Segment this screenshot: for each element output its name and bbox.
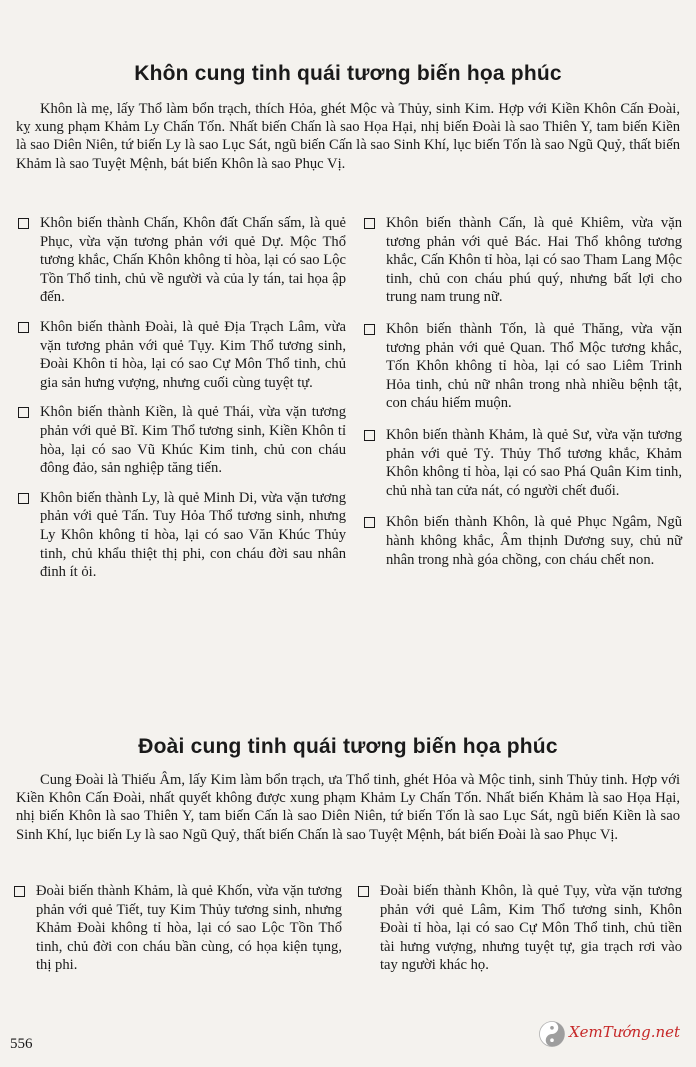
checkbox-bullet-icon [364, 324, 375, 335]
list-item: Khôn biến thành Ly, là quẻ Minh Di, vừa vặn tương phản với quẻ Tấn. Tuy Hỏa Thổ tương sinh, nhưng Ly Khôn không tỉ hòa, lại có sao Văn Khúc Thủy tinh, chủ khẩu thiệt thị phi, con cháu đời sau nhân đinh ít ỏi. [16, 489, 346, 582]
section-intro-khon: Khôn là mẹ, lấy Thổ làm bổn trạch, thích Hỏa, ghét Mộc và Thủy, sinh Kim. Hợp với Kiền Khôn Cấn Đoài, kỵ xung phạm Khảm Ly Chấn Tốn. Nhất biến Chấn là sao Họa Hại, nhị biến Đoài là sao Thiên Y, tam biến Kiền là sao Diên Niên, tứ biến Ly là sao Lục Sát, ngũ biến Cấn là sao Sinh Khí, lục biến Tốn là sao Ngũ Quỷ, thất biến Khảm là sao Tuyệt Mệnh, bát biến Khôn là sao Phục Vị. [16, 101, 680, 172]
page-number: 556 [10, 1036, 33, 1052]
checkbox-bullet-icon [364, 517, 375, 528]
checkbox-bullet-icon [364, 218, 375, 229]
list-item: Khôn biến thành Khôn, là quẻ Phục Ngâm, Ngũ hành không khắc, Âm thịnh Dương suy, chủ nữ nhân trong nhà góa chồng, con cháu chết non. [362, 513, 682, 569]
list-item: Khôn biến thành Đoài, là quẻ Địa Trạch Lâm, vừa vặn tương phản với quẻ Tụy. Kim Thổ tương sinh, Đoài Khôn tỉ hòa, lại có sao Cự Môn Thổ tinh, chủ gia sản hưng vượng, nhưng cuối cùng tuyệt tự. [16, 318, 346, 392]
checkbox-bullet-icon [18, 322, 29, 333]
section-title-khon: Khôn cung tinh quái tương biến họa phúc [134, 62, 562, 85]
yin-yang-icon [539, 1021, 565, 1047]
checkbox-bullet-icon [18, 493, 29, 504]
list-item: Đoài biến thành Khảm, là quẻ Khốn, vừa vặn tương phản với quẻ Tiết, tuy Kim Thủy tương sinh, nhưng Khảm Đoài không tỉ hòa, lại có sao Lộc Tồn Thổ tinh, chủ đời con cháu bần cùng, có họa kiện tụng, thị phi. [12, 882, 342, 975]
khon-right-column [362, 214, 682, 582]
khon-left-column [16, 214, 346, 593]
section-title-doai: Đoài cung tinh quái tương biến họa phúc [138, 735, 558, 758]
list-item: Khôn biến thành Chấn, Khôn đất Chấn sấm, là quẻ Phục, vừa vặn tương phản với quẻ Dự. Mộc Thổ tương khắc, Chấn Khôn không tỉ hòa, lại có sao Lộc Tồn Thổ tinh, chủ về người và của ly tán, tai họa ập đến. [16, 214, 346, 307]
list-item: Khôn biến thành Tốn, là quẻ Thăng, vừa vặn tương phản với quẻ Quan. Thổ Mộc tương khắc, Tốn Khôn không tỉ hòa, lại có sao Liêm Trinh Hỏa tinh, chủ nữ nhân trong nhà nhiều bệnh tật, con cháu hiếm muộn. [362, 320, 682, 413]
checkbox-bullet-icon [358, 886, 369, 897]
doai-left-column [12, 882, 342, 975]
list-item: Khôn biến thành Kiền, là quẻ Thái, vừa vặn tương phản với quẻ Bĩ. Kim Thổ tương sinh, Kiền Khôn tỉ hòa, lại có sao Vũ Khúc Kim tinh, chủ con cháu đông đảo, sản nghiệp tăng tiến. [16, 403, 346, 477]
brand-name: XemTướng.net [569, 1023, 681, 1041]
site-logo[interactable] [535, 1015, 690, 1055]
doai-right-column [356, 882, 682, 975]
checkbox-bullet-icon [14, 886, 25, 897]
section-intro-doai: Cung Đoài là Thiếu Âm, lấy Kim làm bổn trạch, ưa Thổ tinh, ghét Hỏa và Mộc tinh, sinh Thủy tinh. Hợp với Kiền Khôn Cấn Đoài, nhất quyết không được xung phạm Khảm Ly Chấn Tốn. Nhất biến Khảm là sao Họa Hại, nhị biến Khôn là sao Thiên Y, tam biến Cấn là sao Diên Niên, tứ biến Tốn là sao Lục Sát, ngũ biến Kiền là sao Sinh Khí, lục biến Ly là sao Ngũ Quỷ, thất biến Chấn là sao Tuyệt Mệnh, bát biến Đoài là sao Phục Vị. [16, 772, 680, 843]
checkbox-bullet-icon [18, 218, 29, 229]
checkbox-bullet-icon [18, 407, 29, 418]
list-item: Khôn biến thành Khảm, là quẻ Sư, vừa vặn tương phản với quẻ Tỷ. Thủy Thổ tương khắc, Khảm Khôn không tỉ hòa, lại có sao Phá Quân Kim tinh, chủ nhà tan cửa nát, có người chết đuối. [362, 426, 682, 500]
list-item: Khôn biến thành Cấn, là quẻ Khiêm, vừa vặn tương phản với quẻ Bác. Hai Thổ không tương khắc, Cấn Khôn tỉ hòa, lại có sao Tham Lang Mộc tinh, chủ con cháu phú quý, nhưng bất lợi cho trung nam trung nữ. [362, 214, 682, 307]
list-item: Đoài biến thành Khôn, là quẻ Tụy, vừa vặn tương phản với quẻ Lâm, Kim Thổ tương sinh, Khôn Đoài tỉ hòa, lại có sao Cự Môn Thổ tinh, chủ tiền tài hưng vượng, nhưng tuyệt tự, gia trạch rơi vào tay người khác họ. [356, 882, 682, 975]
checkbox-bullet-icon [364, 430, 375, 441]
